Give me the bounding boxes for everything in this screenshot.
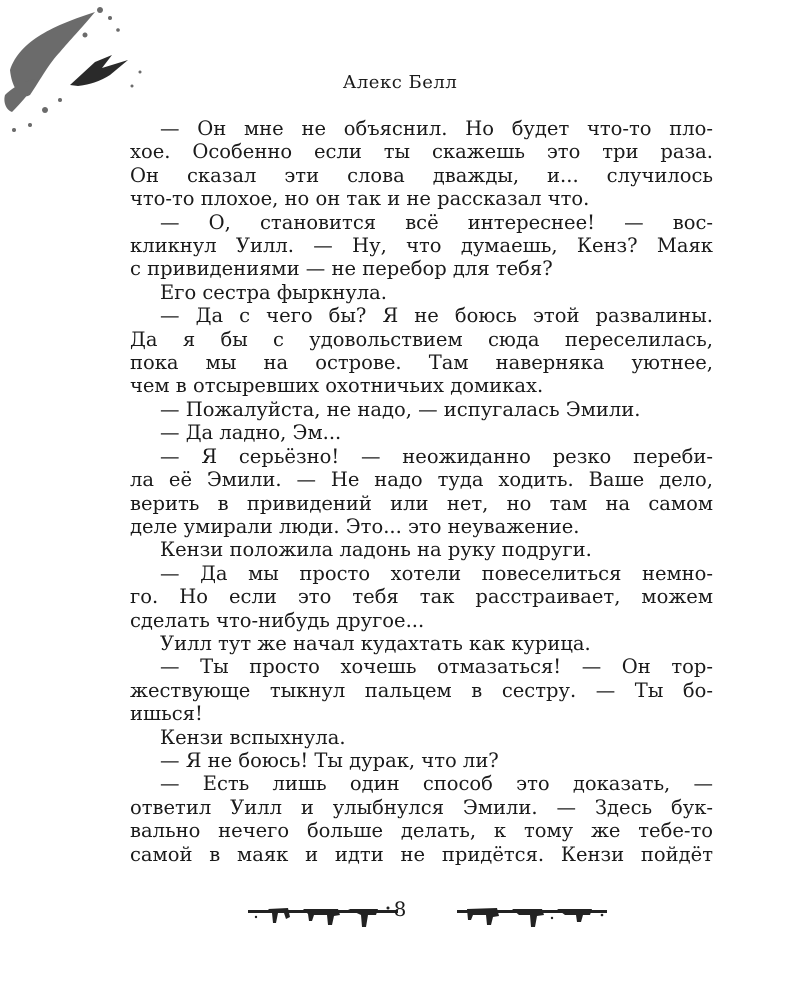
text-line: хое. Особенно если ты скажешь это три раза. bbox=[130, 140, 713, 164]
text-line: Уилл тут же начал кудахтать как курица. bbox=[160, 631, 591, 655]
text-line: — Есть лишь один способ это доказать, — bbox=[160, 772, 713, 796]
text-line: — Пожалуйста, не надо, — испугалась Эмили. bbox=[160, 397, 641, 421]
ink-drip-right-decoration bbox=[457, 903, 607, 929]
text-line: ответил Уилл и улыбнулся Эмили. — Здесь бук- bbox=[130, 795, 713, 819]
text-line: го. Но если это тебя так расстраивает, можем bbox=[130, 585, 713, 609]
running-header-author: Алекс Белл bbox=[342, 72, 458, 93]
body-text bbox=[130, 117, 713, 866]
text-line: что-то плохое, но он так и не рассказал что. bbox=[130, 187, 590, 211]
text-line: с привидениями — не перебор для тебя? bbox=[130, 257, 553, 281]
text-line: — Я серьёзно! — неожиданно резко переби- bbox=[160, 444, 713, 468]
ink-splash-bird-decoration bbox=[0, 0, 150, 140]
text-line: — Он мне не объяснил. Но будет что-то пло- bbox=[160, 117, 713, 140]
text-line: Его сестра фыркнула. bbox=[160, 280, 388, 304]
text-line: Кензи положила ладонь на руку подруги. bbox=[160, 538, 592, 562]
page-number: 8 bbox=[393, 897, 407, 921]
text-line: ла её Эмили. — Не надо туда ходить. Ваше дело, bbox=[130, 468, 713, 492]
text-line: Да я бы с удовольствием сюда переселилась, bbox=[130, 327, 713, 351]
text-line: жествующе тыкнул пальцем в сестру. — Ты бо- bbox=[130, 678, 713, 702]
text-line: верить в привидений или нет, но там на самом bbox=[130, 491, 713, 515]
text-line: — Да с чего бы? Я не боюсь этой развалины. bbox=[160, 304, 713, 328]
text-line: Кензи вспыхнула. bbox=[160, 725, 346, 749]
text-line: пока мы на острове. Там наверняка уютнее, bbox=[130, 351, 713, 375]
text-line: — Да мы просто хотели повеселиться немно- bbox=[160, 561, 713, 585]
text-line: ишься! bbox=[130, 702, 203, 726]
text-line: — Да ладно, Эм... bbox=[160, 421, 342, 445]
text-line: — Ты просто хочешь отмазаться! — Он тор- bbox=[160, 655, 713, 679]
text-line: вально нечего больше делать, к тому же тебе-то bbox=[130, 819, 713, 843]
text-line: кликнул Уилл. — Ну, что думаешь, Кенз? Маяк bbox=[130, 234, 713, 258]
text-line: — О, становится всё интереснее! — вос- bbox=[160, 210, 713, 234]
text-line: самой в маяк и идти не придётся. Кензи пойдёт bbox=[130, 842, 713, 866]
text-line: деле умирали люди. Это... это неуважение. bbox=[130, 514, 580, 538]
text-line: чем в отсыревших охотничьих домиках. bbox=[130, 374, 544, 398]
text-line: сделать что-нибудь другое... bbox=[130, 608, 425, 632]
page-footer bbox=[0, 895, 800, 935]
text-line: — Я не боюсь! Ты дурак, что ли? bbox=[160, 748, 499, 772]
text-line: Он сказал эти слова дважды, и... случилось bbox=[130, 163, 713, 187]
